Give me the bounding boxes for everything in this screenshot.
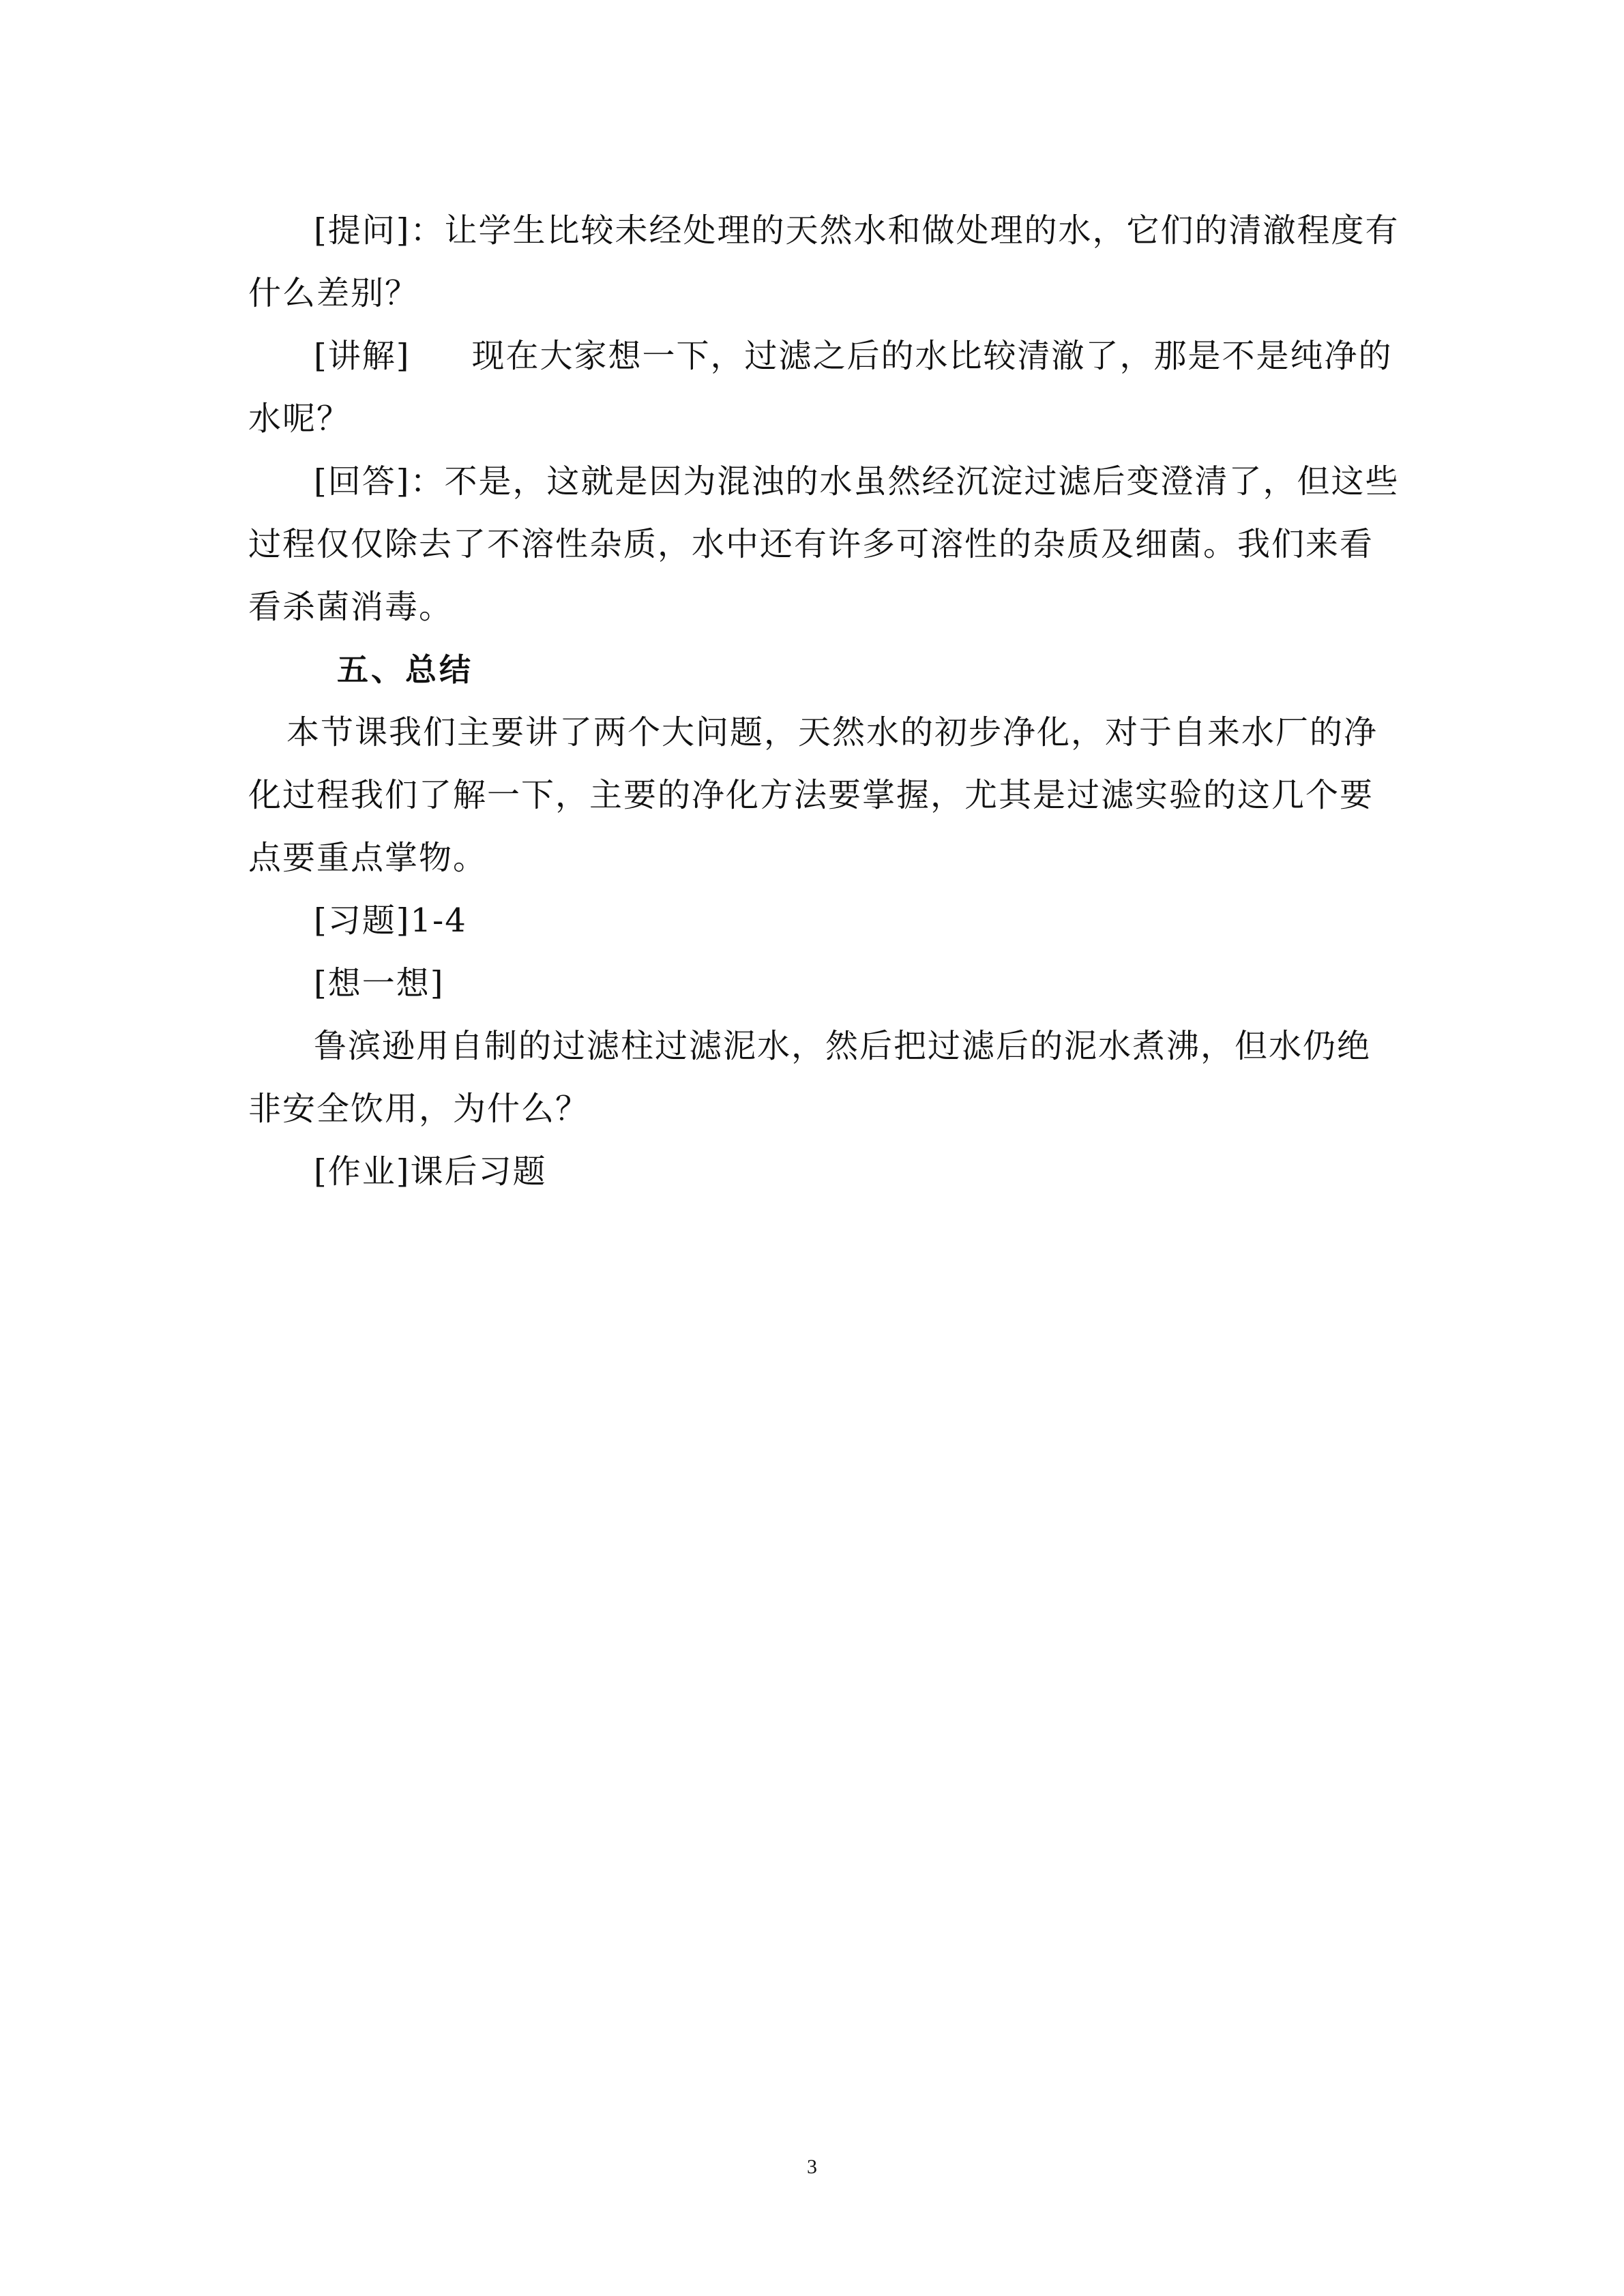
paragraph-answer: [回答]：不是，这就是因为混浊的水虽然经沉淀过滤后变澄清了，但这些过程仅仅除去了不溶性杂质，水中还有许多可溶性的杂质及细菌。我们来看看杀菌消毒。 bbox=[248, 462, 1400, 626]
page-number: 3 bbox=[807, 2156, 817, 2178]
explanation-text: 现在大家想一下，过滤之后的水比较清澈了，那是不是纯净的水呢？ bbox=[248, 337, 1393, 438]
paragraph-think-question: 鲁滨逊用自制的过滤柱过滤泥水，然后把过滤后的泥水煮沸，但水仍绝非安全饮用，为什么？ bbox=[248, 1027, 1372, 1128]
section-heading-summary: 五、总结 bbox=[337, 651, 473, 688]
page-body bbox=[248, 199, 1401, 1203]
paragraph-question: [提问]：让学生比较未经处理的天然水和做处理的水，它们的清澈程度有什么差别？ bbox=[248, 211, 1400, 312]
paragraph-summary: 本节课我们主要讲了两个大问题，天然水的初步净化，对于自来水厂的净化过程我们了解一下，主要的净化方法要掌握，尤其是过滤实验的这几个要点要重点掌物。 bbox=[248, 713, 1378, 877]
explanation-label: [讲解] bbox=[314, 337, 411, 375]
paragraph-exercises: [习题]1-4 bbox=[314, 901, 467, 940]
paragraph-explanation bbox=[248, 325, 1401, 450]
paragraph-think-label: [想一想] bbox=[314, 964, 445, 1002]
paragraph-homework: [作业]课后习题 bbox=[314, 1152, 547, 1191]
